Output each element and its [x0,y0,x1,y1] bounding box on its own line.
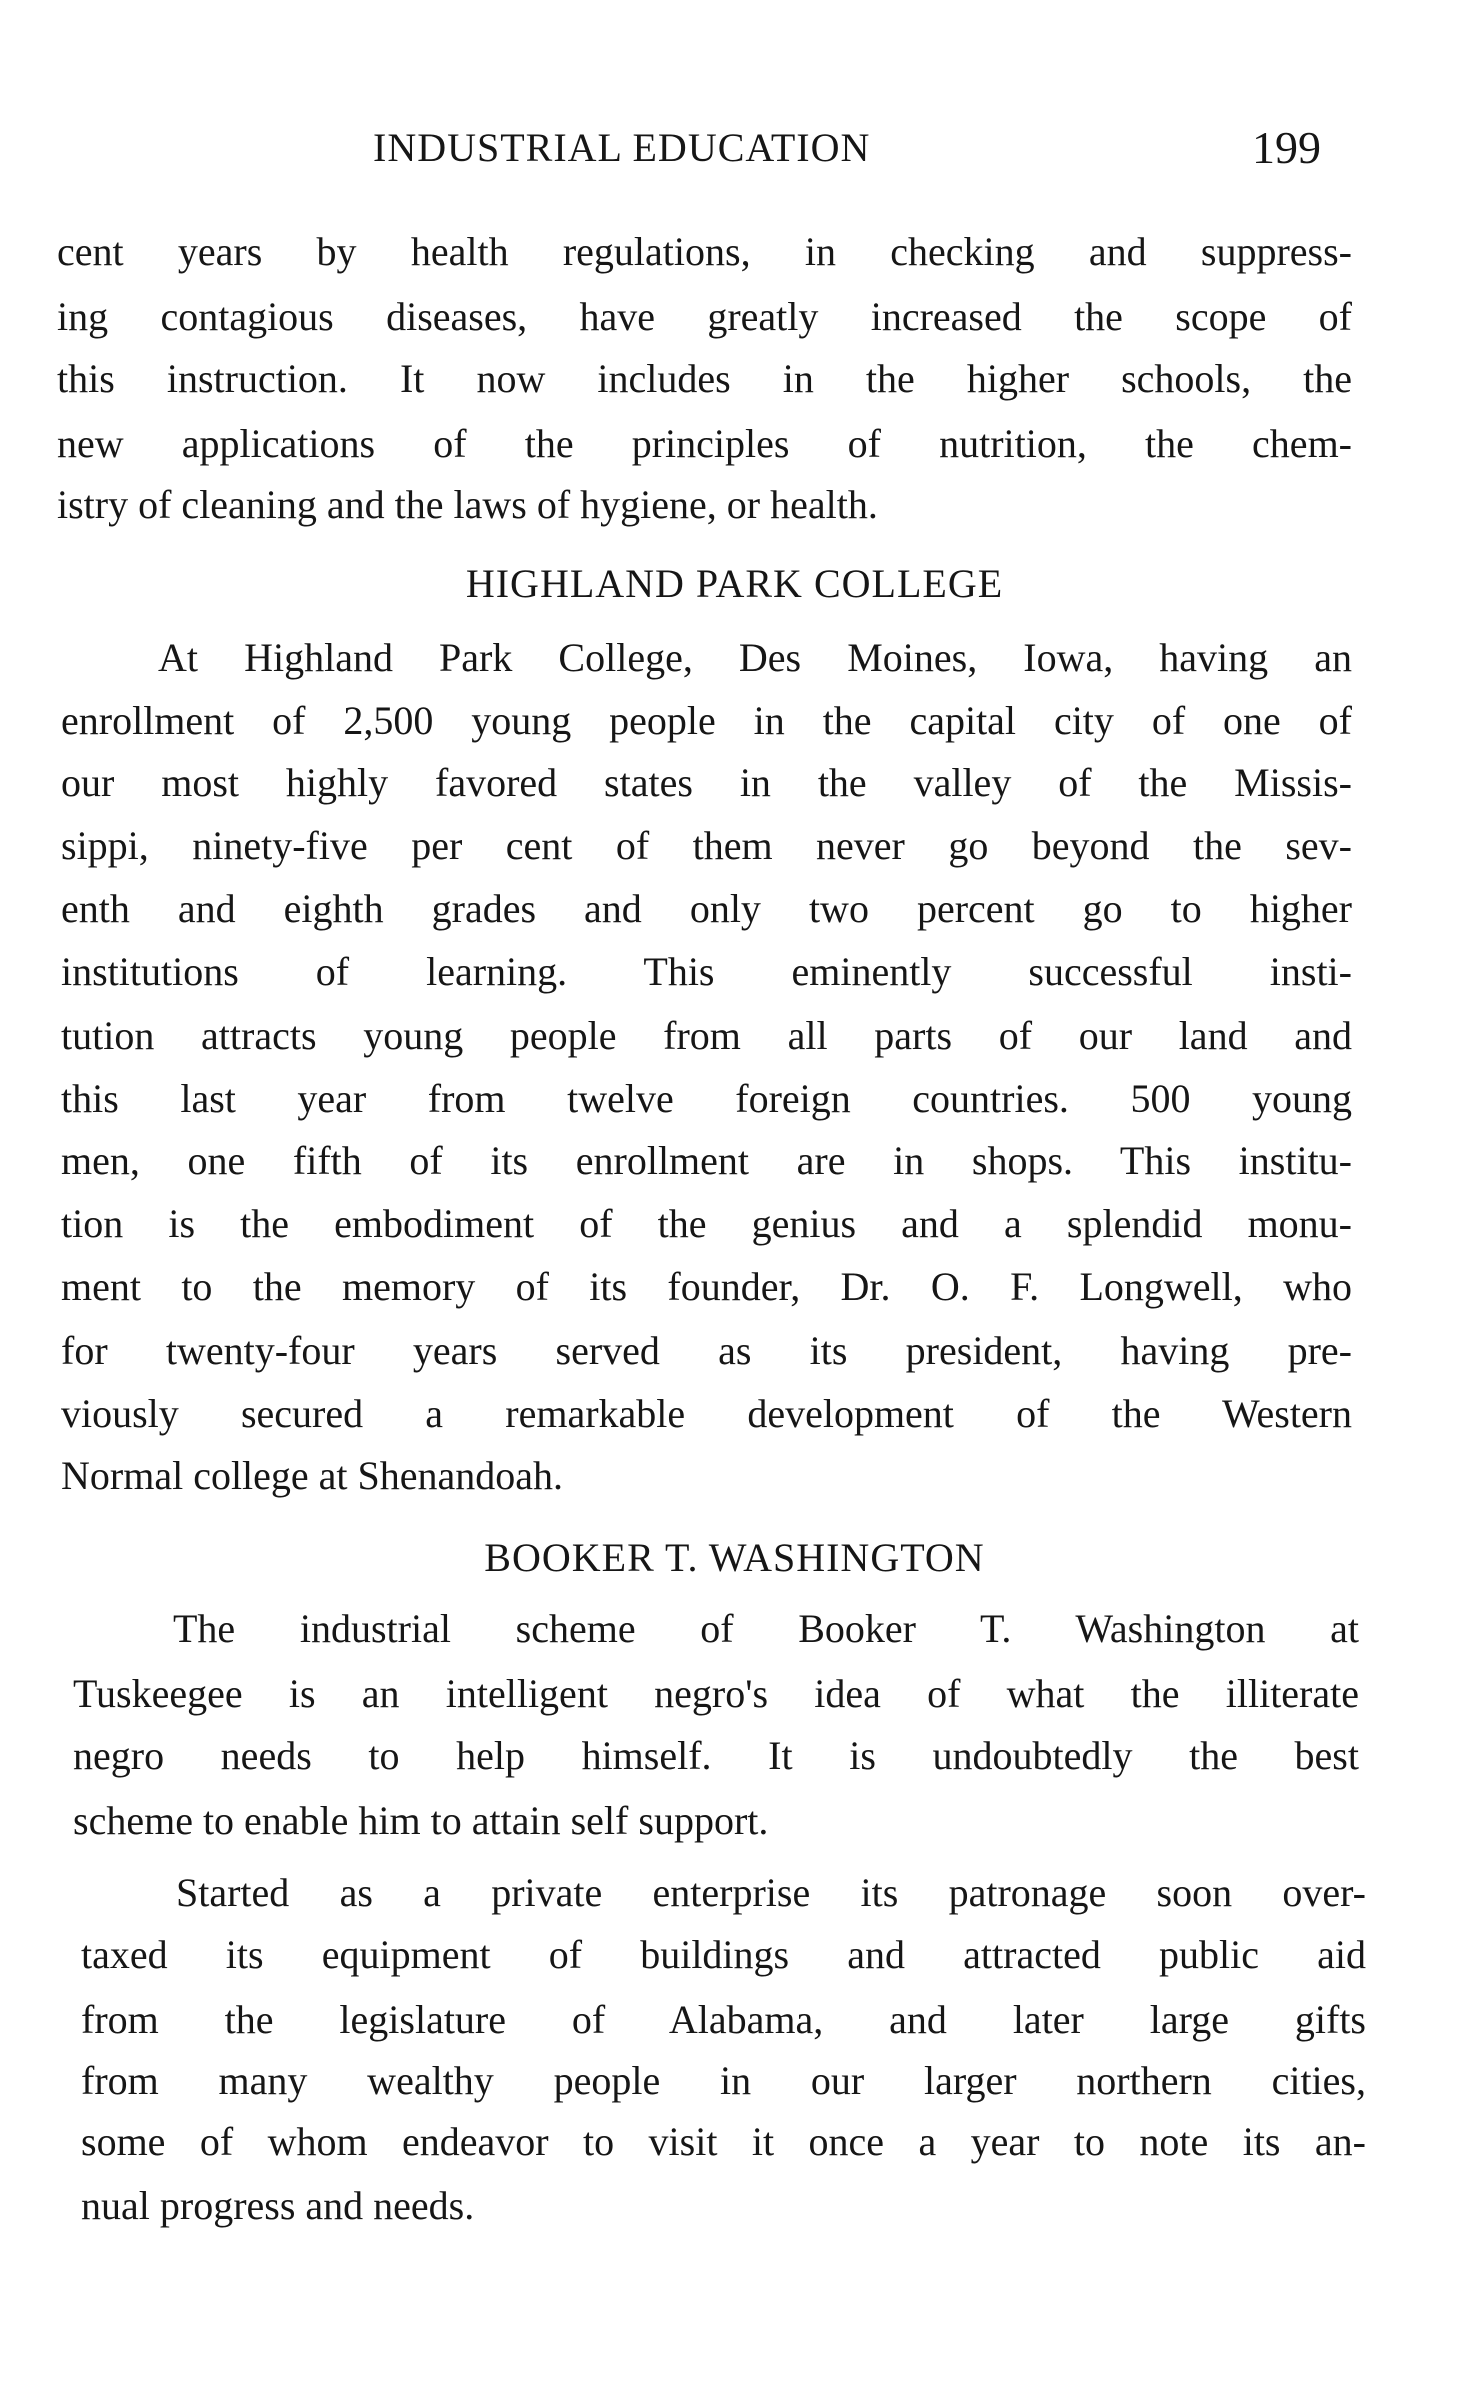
text-line: for twenty-four years served as its president, having pre- [61,1328,1352,1373]
text-line: scheme to enable him to attain self support. [73,1798,769,1843]
text-line: tution attracts young people from all parts of our land and [61,1013,1352,1058]
text-line: taxed its equipment of buildings and attracted public aid [81,1932,1366,1977]
text-line: this instruction. It now includes in the higher schools, the [57,356,1352,401]
text-line: our most highly favored states in the valley of the Missis- [61,760,1352,805]
text-line: The industrial scheme of Booker T. Washington at [173,1606,1359,1651]
text-line: this last year from twelve foreign countries. 500 young [61,1076,1352,1121]
text-line: Normal college at Shenandoah. [61,1453,564,1498]
text-line: institutions of learning. This eminently successful insti- [61,949,1352,994]
section-heading: HIGHLAND PARK COLLEGE [465,561,1004,606]
text-line: some of whom endeavor to visit it once a year to note its an- [81,2119,1366,2164]
text-line: enrollment of 2,500 young people in the capital city of one of [61,698,1352,743]
text-line: viously secured a remarkable development of the Western [61,1391,1352,1436]
text-line: negro needs to help himself. It is undoubtedly the best [73,1733,1359,1778]
text-line: from many wealthy people in our larger northern cities, [81,2058,1366,2103]
text-line: new applications of the principles of nutrition, the chem- [57,421,1352,466]
text-line: ing contagious diseases, have greatly increased the scope of [57,294,1352,339]
text-line: istry of cleaning and the laws of hygiene, or health. [57,482,878,527]
section-heading: BOOKER T. WASHINGTON [484,1535,985,1580]
text-line: from the legislature of Alabama, and later large gifts [81,1997,1366,2042]
text-line: enth and eighth grades and only two percent go to higher [61,886,1352,931]
text-line: sippi, ninety-five per cent of them never go beyond the sev- [61,823,1352,868]
page-number: 199 [1252,122,1321,173]
text-line: nual progress and needs. [81,2183,475,2228]
text-line: ment to the memory of its founder, Dr. O. F. Longwell, who [61,1264,1352,1309]
text-line: men, one fifth of its enrollment are in shops. This institu- [61,1138,1352,1183]
text-line: tion is the embodiment of the genius and a splendid monu- [61,1201,1352,1246]
text-line: At Highland Park College, Des Moines, Iowa, having an [158,635,1352,680]
running-head: INDUSTRIAL EDUCATION [373,125,871,170]
text-line: cent years by health regulations, in checking and suppress- [57,229,1352,274]
text-line: Started as a private enterprise its patronage soon over- [176,1870,1366,1915]
text-line: Tuskeegee is an intelligent negro's idea of what the illiterate [73,1671,1359,1716]
